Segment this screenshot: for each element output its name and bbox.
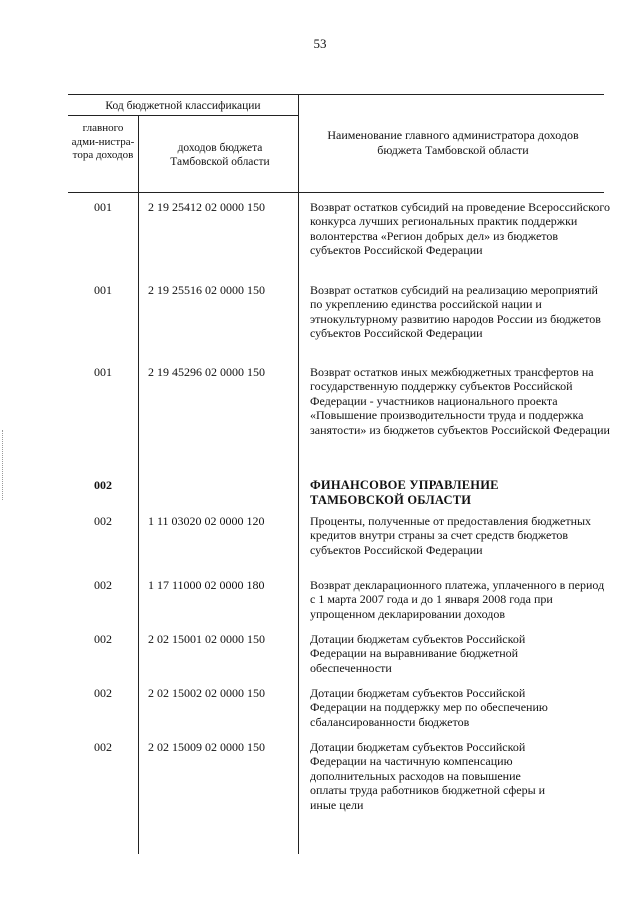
admin-code: 002 bbox=[94, 686, 112, 700]
margin-mark bbox=[2, 430, 5, 500]
income-name: Дотации бюджетам субъектов Российской Федерации на частичную компенсацию дополнительных расходов на повышение оплаты труда работников бюджетной сферы и иные цели bbox=[310, 740, 546, 812]
column-divider-name bbox=[298, 94, 299, 854]
income-code: 2 02 15001 02 0000 150 bbox=[148, 632, 265, 646]
income-code: 2 19 25516 02 0000 150 bbox=[148, 283, 265, 297]
admin-code: 001 bbox=[94, 200, 112, 214]
admin-code: 002 bbox=[94, 740, 112, 754]
admin-code: 002 bbox=[94, 632, 112, 646]
income-name: Дотации бюджетам субъектов Российской Федерации на выравнивание бюджетной обеспеченности bbox=[310, 632, 526, 675]
income-name: Возврат декларационного платежа, уплаченного в период с 1 марта 2007 года и до 1 января 2008 года при упрощенном декларировании доходов bbox=[310, 578, 605, 621]
income-name: Возврат остатков иных межбюджетных трансфертов на государственную поддержку субъектов Российской Федерации - участников национального проекта «Повышение производительности труда и поддержка занятости» из бюджетов субъектов Российской Федерации bbox=[310, 365, 610, 437]
income-code: 2 02 15002 02 0000 150 bbox=[148, 686, 265, 700]
admin-code: 001 bbox=[94, 365, 112, 379]
admin-code: 001 bbox=[94, 283, 112, 297]
admin-code: 002 bbox=[94, 478, 112, 492]
header-divider-admin bbox=[138, 115, 139, 192]
header-col-income: доходов бюджета Тамбовской области bbox=[170, 142, 270, 168]
admin-code: 002 bbox=[94, 578, 112, 592]
column-divider-admin-body bbox=[138, 192, 139, 854]
income-name: Проценты, полученные от предоставления бюджетных кредитов внутри страны за счет средств бюджетов субъектов Российской Федерации bbox=[310, 514, 592, 557]
header-col-name: Наименование главного администратора доходов бюджета Тамбовской области bbox=[327, 128, 579, 157]
header-top-line bbox=[68, 94, 298, 95]
admin-code: 002 bbox=[94, 514, 112, 528]
header-group-title: Код бюджетной классификации bbox=[105, 100, 261, 112]
income-name: Возврат остатков субсидий на реализацию мероприятий по укреплению единства российской нации и этнокультурному развитию народов России из бюджетов субъектов Российской Федерации bbox=[310, 283, 601, 341]
header-bottom-line bbox=[68, 192, 604, 193]
income-code: 2 02 15009 02 0000 150 bbox=[148, 740, 265, 754]
income-code: 1 11 03020 02 0000 120 bbox=[148, 514, 265, 528]
income-code: 1 17 11000 02 0000 180 bbox=[148, 578, 265, 592]
header-top-line-right bbox=[298, 94, 604, 95]
income-code: 2 19 25412 02 0000 150 bbox=[148, 200, 265, 214]
income-code: 2 19 45296 02 0000 150 bbox=[148, 365, 265, 379]
page-number: 53 bbox=[313, 36, 327, 51]
income-name: Возврат остатков субсидий на проведение Всероссийского конкурса лучших региональных практик поддержки волонтерства «Регион добрых дел» из бюджетов субъектов Российской Федерации bbox=[310, 200, 610, 258]
header-group-line bbox=[68, 115, 298, 116]
section-heading: ФИНАНСОВОЕ УПРАВЛЕНИЕ ТАМБОВСКОЙ ОБЛАСТИ bbox=[310, 478, 499, 507]
header-col-admin: главного адми-нистра-тора доходов bbox=[71, 122, 135, 161]
income-name: Дотации бюджетам субъектов Российской Федерации на поддержку мер по обеспечению сбалансированности бюджетов bbox=[310, 686, 548, 729]
